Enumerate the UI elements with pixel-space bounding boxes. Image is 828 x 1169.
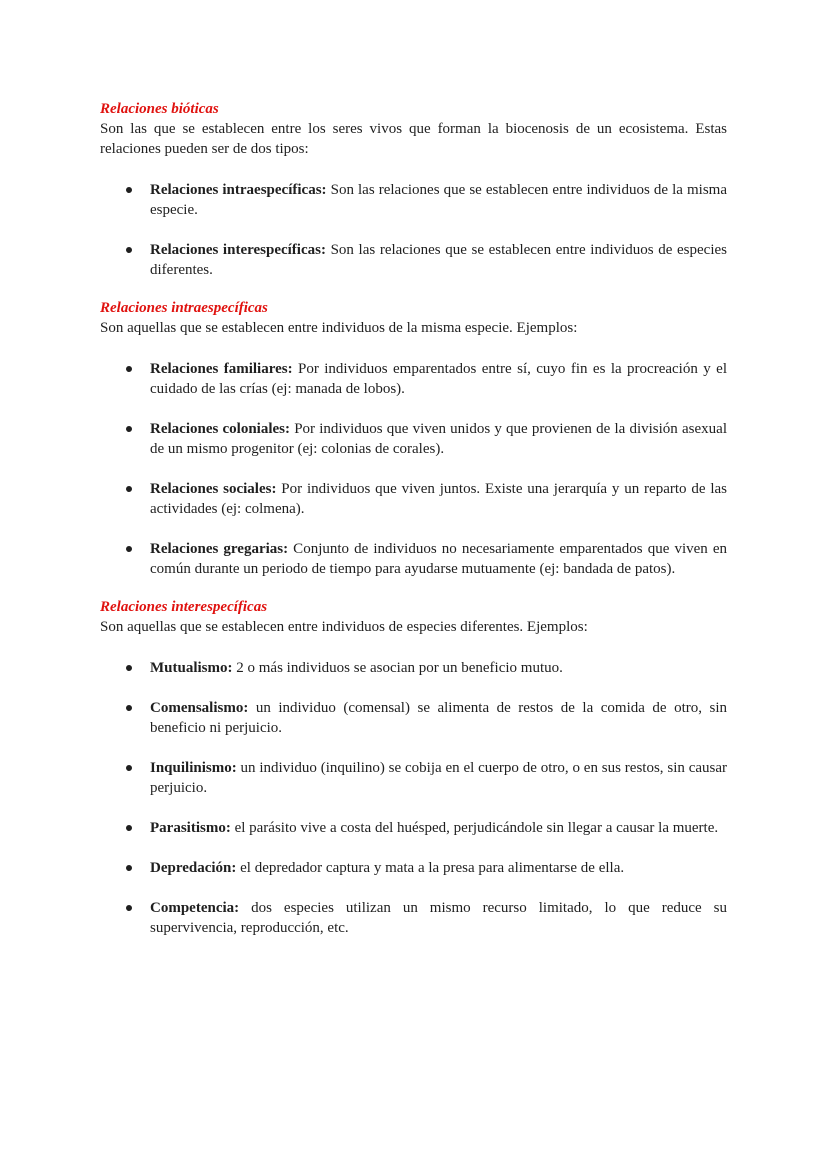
section-relaciones-interespecificas — [100, 597, 727, 938]
bullet-list — [100, 359, 727, 579]
section-title: Relaciones bióticas — [100, 101, 219, 117]
bullet-icon — [126, 905, 132, 911]
bullet-icon — [126, 665, 132, 671]
bullet-icon — [126, 247, 132, 253]
bullet-icon — [126, 865, 132, 871]
item-text: Son las relaciones que se establecen entre individuos de la misma especie. — [150, 182, 727, 218]
bullet-list — [100, 658, 727, 938]
item-term: Relaciones sociales: — [150, 481, 277, 497]
item-text: 2 o más individuos se asocian por un beneficio mutuo. — [232, 660, 563, 676]
item-text: Conjunto de individuos no necesariamente emparentados que viven en común durante un periodo de tiempo para ayudarse mutuamente (ej: bandada de patos). — [150, 541, 727, 577]
list-item — [100, 818, 727, 838]
item-text: Por individuos emparentados entre sí, cuyo fin es la procreación y el cuidado de las crías (ej: manada de lobos). — [150, 361, 727, 397]
item-term: Relaciones coloniales: — [150, 421, 291, 437]
list-item — [100, 698, 727, 738]
item-text: Son las relaciones que se establecen entre individuos de especies diferentes. — [150, 242, 727, 278]
bullet-icon — [126, 187, 132, 193]
section-intro: Son aquellas que se establecen entre individuos de especies diferentes. Ejemplos: — [100, 619, 588, 635]
list-item — [100, 658, 727, 678]
section-intro: Son aquellas que se establecen entre individuos de la misma especie. Ejemplos: — [100, 320, 578, 336]
list-item — [100, 539, 727, 579]
section-relaciones-bioticas — [100, 99, 727, 280]
list-item — [100, 858, 727, 878]
list-item — [100, 359, 727, 399]
bullet-icon — [126, 426, 132, 432]
list-item — [100, 479, 727, 519]
item-term: Relaciones familiares: — [150, 361, 293, 377]
item-term: Inquilinismo: — [150, 760, 237, 776]
item-term: Relaciones interespecíficas: — [150, 242, 326, 258]
item-term: Mutualismo: — [150, 660, 233, 676]
item-text: el depredador captura y mata a la presa para alimentarse de ella. — [236, 860, 625, 876]
bullet-icon — [126, 486, 132, 492]
item-term: Relaciones gregarias: — [150, 541, 289, 557]
item-term: Competencia: — [150, 900, 240, 916]
bullet-icon — [126, 825, 132, 831]
bullet-icon — [126, 765, 132, 771]
list-item — [100, 419, 727, 459]
item-term: Parasitismo: — [150, 820, 231, 836]
document-page — [100, 99, 727, 956]
item-text: Por individuos que viven unidos y que provienen de la división asexual de un mismo progenitor (ej: colonias de corales). — [150, 421, 727, 457]
item-term: Depredación: — [150, 860, 237, 876]
item-text: Por individuos que viven juntos. Existe una jerarquía y un reparto de las actividades (ej: colmena). — [150, 481, 728, 517]
list-item — [100, 240, 727, 280]
section-title: Relaciones interespecíficas — [100, 599, 268, 615]
item-text: dos especies utilizan un mismo recurso limitado, lo que reduce su supervivencia, reproducción, etc. — [150, 900, 727, 936]
item-text: un individuo (inquilino) se cobija en el cuerpo de otro, o en sus restos, sin causar perjuicio. — [150, 760, 727, 796]
section-title: Relaciones intraespecíficas — [100, 300, 268, 316]
list-item — [100, 898, 727, 938]
item-term: Comensalismo: — [150, 700, 249, 716]
list-item — [100, 758, 727, 798]
bullet-icon — [126, 705, 132, 711]
item-text: un individuo (comensal) se alimenta de restos de la comida de otro, sin beneficio ni perjuicio. — [150, 700, 727, 736]
item-term: Relaciones intraespecíficas: — [150, 182, 327, 198]
bullet-list — [100, 180, 727, 280]
bullet-icon — [126, 546, 132, 552]
section-relaciones-intraespecificas — [100, 298, 727, 579]
bullet-icon — [126, 366, 132, 372]
list-item — [100, 180, 727, 220]
item-text: el parásito vive a costa del huésped, perjudicándole sin llegar a causar la muerte. — [230, 820, 719, 836]
section-intro: Son las que se establecen entre los seres vivos que forman la biocenosis de un ecosistema. Estas relaciones pueden ser de dos tipos: — [100, 121, 727, 157]
